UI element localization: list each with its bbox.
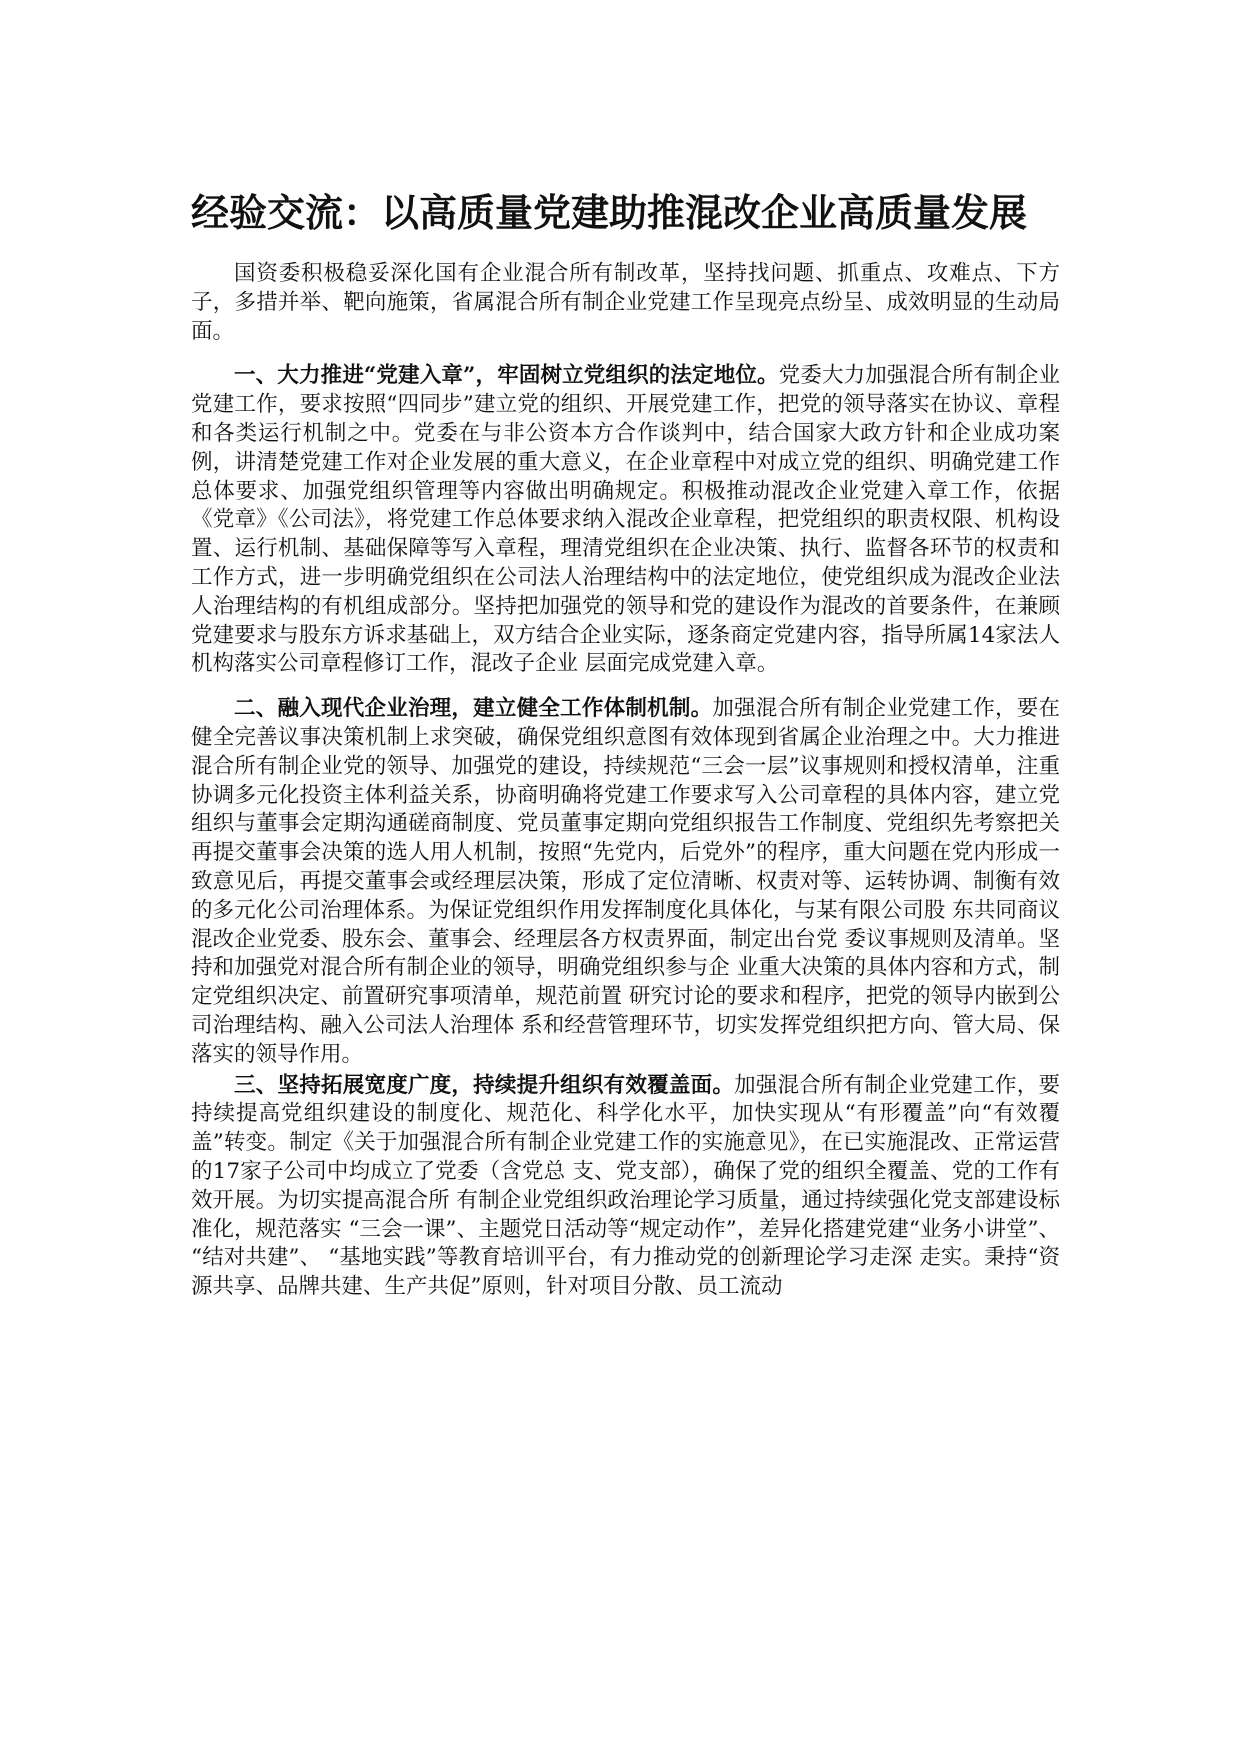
paragraph-spacer xyxy=(191,346,1060,362)
document-page xyxy=(191,190,1060,1302)
section-2-heading: 二、融入现代企业治理，建立健全工作体制机制。 xyxy=(234,696,713,722)
section-1-paragraph xyxy=(191,362,1060,679)
section-3-paragraph xyxy=(191,1072,1060,1302)
section-1-body: 党委大力加强混合所有制企业党建工作，要求按照“四同步”建立党的组织、开展党建工作，把党的领导落实在协议、章程和各类运行机制之中。党委在与非公资本方合作谈判中，结合国家大政方针和企业成功案例，讲清楚党建工作对企业发展的重大意义，在企业章程中对成立党的组织、明确党建工作总体要求、加强党组织管理等内容做出明确规定。积极推动混改企业党建入章工作，依据《党章》《公司法》，将党建工作总体要求纳入混改企业章程，把党组织的职责权限、机构设置、运行机制、基础保障等写入章程，理清党组织在企业决策、执行、监督各环节的权责和工作方式，进一步明确党组织在公司法人治理结构中的法定地位，使党组织成为混改企业法人治理结构的有机组成部分。坚持把加强党的领导和党的建设作为混改的首要条件，在兼顾党建要求与股东方诉求基础上，双方结合企业实际，逐条商定党建内容，指导所属14家法人机构落实公司章程修订工作，混改子企业 层面完成党建入章。 xyxy=(191,363,1060,677)
document-title: 经验交流：以高质量党建助推混改企业高质量发展 xyxy=(191,191,1028,235)
paragraph-spacer xyxy=(191,679,1060,695)
section-2-body: 加强混合所有制企业党建工作，要在健全完善议事决策机制上求突破，确保党组织意图有效体现到省属企业治理之中。大力推进混合所有制企业党的领导、加强党的建设，持续规范“三会一层”议事规则和授权清单，注重协调多元化投资主体利益关系，协商明确将党建工作要求写入公司章程的具体内容，建立党组织与董事会定期沟通磋商制度、党员董事定期向党组织报告工作制度、党组织先考察把关再提交董事会决策的选人用人机制，按照“先党内，后党外”的程序，重大问题在党内形成一致意见后，再提交董事会或经理层决策，形成了定位清晰、权责对等、运转协调、制衡有效 的多元化公司治理体系。为保证党组织作用发挥制度化具体化，与某有限公司股 东共同商议混改企业党委、股东会、董事会、经理层各方权责界面，制定出台党 委议事规则及清单。坚持和加强党对混合所有制企业的领导，明确党组织参与企 业重大决策的具体内容和方式，制定党组织决定、前置研究事项清单，规范前置 研究讨论的要求和程序，把党的领导内嵌到公司治理结构、融入公司法人治理体 系和经营管理环节，切实发挥党组织把方向、管大局、保落实的领导作用。 xyxy=(191,696,1060,1067)
intro-paragraph: 国资委积极稳妥深化国有企业混合所有制改革，坚持找问题、抓重点、攻难点、下方子，多措并举、靶向施策，省属混合所有制企业党建工作呈现亮点纷呈、成效明显的生动局面。 xyxy=(191,261,1060,344)
section-3-body: 加强混合所有制企业党建工作，要持续提高党组织建设的制度化、规范化、科学化水平，加快实现从“有形覆盖”向“有效覆盖”转变。制定《关于加强混合所有制企业党建工作的实施意见》，在已实施混改、正常运营的17家子公司中均成立了党委（含党总 支、党支部），确保了党的组织全覆盖、党的工作有效开展。为切实提高混合所 有制企业党组织政治理论学习质量，通过持续强化党支部建设标准化，规范落实 “三会一课”、主题党日活动等“规定动作”，差异化搭建党建“业务小讲堂”、 “结对共建”、 “基地实践”等教育培训平台，有力推动党的创新理论学习走深 走实。秉持“资源共享、品牌共建、生产共促”原则，针对项目分散、员工流动 xyxy=(191,1072,1060,1300)
section-3-heading: 三、坚持拓展宽度广度，持续提升组织有效覆盖面。 xyxy=(234,1072,735,1098)
section-2-paragraph xyxy=(191,695,1060,1069)
section-1-heading: 一、大力推进“党建入章”，牢固树立党组织的法定地位。 xyxy=(234,363,779,389)
